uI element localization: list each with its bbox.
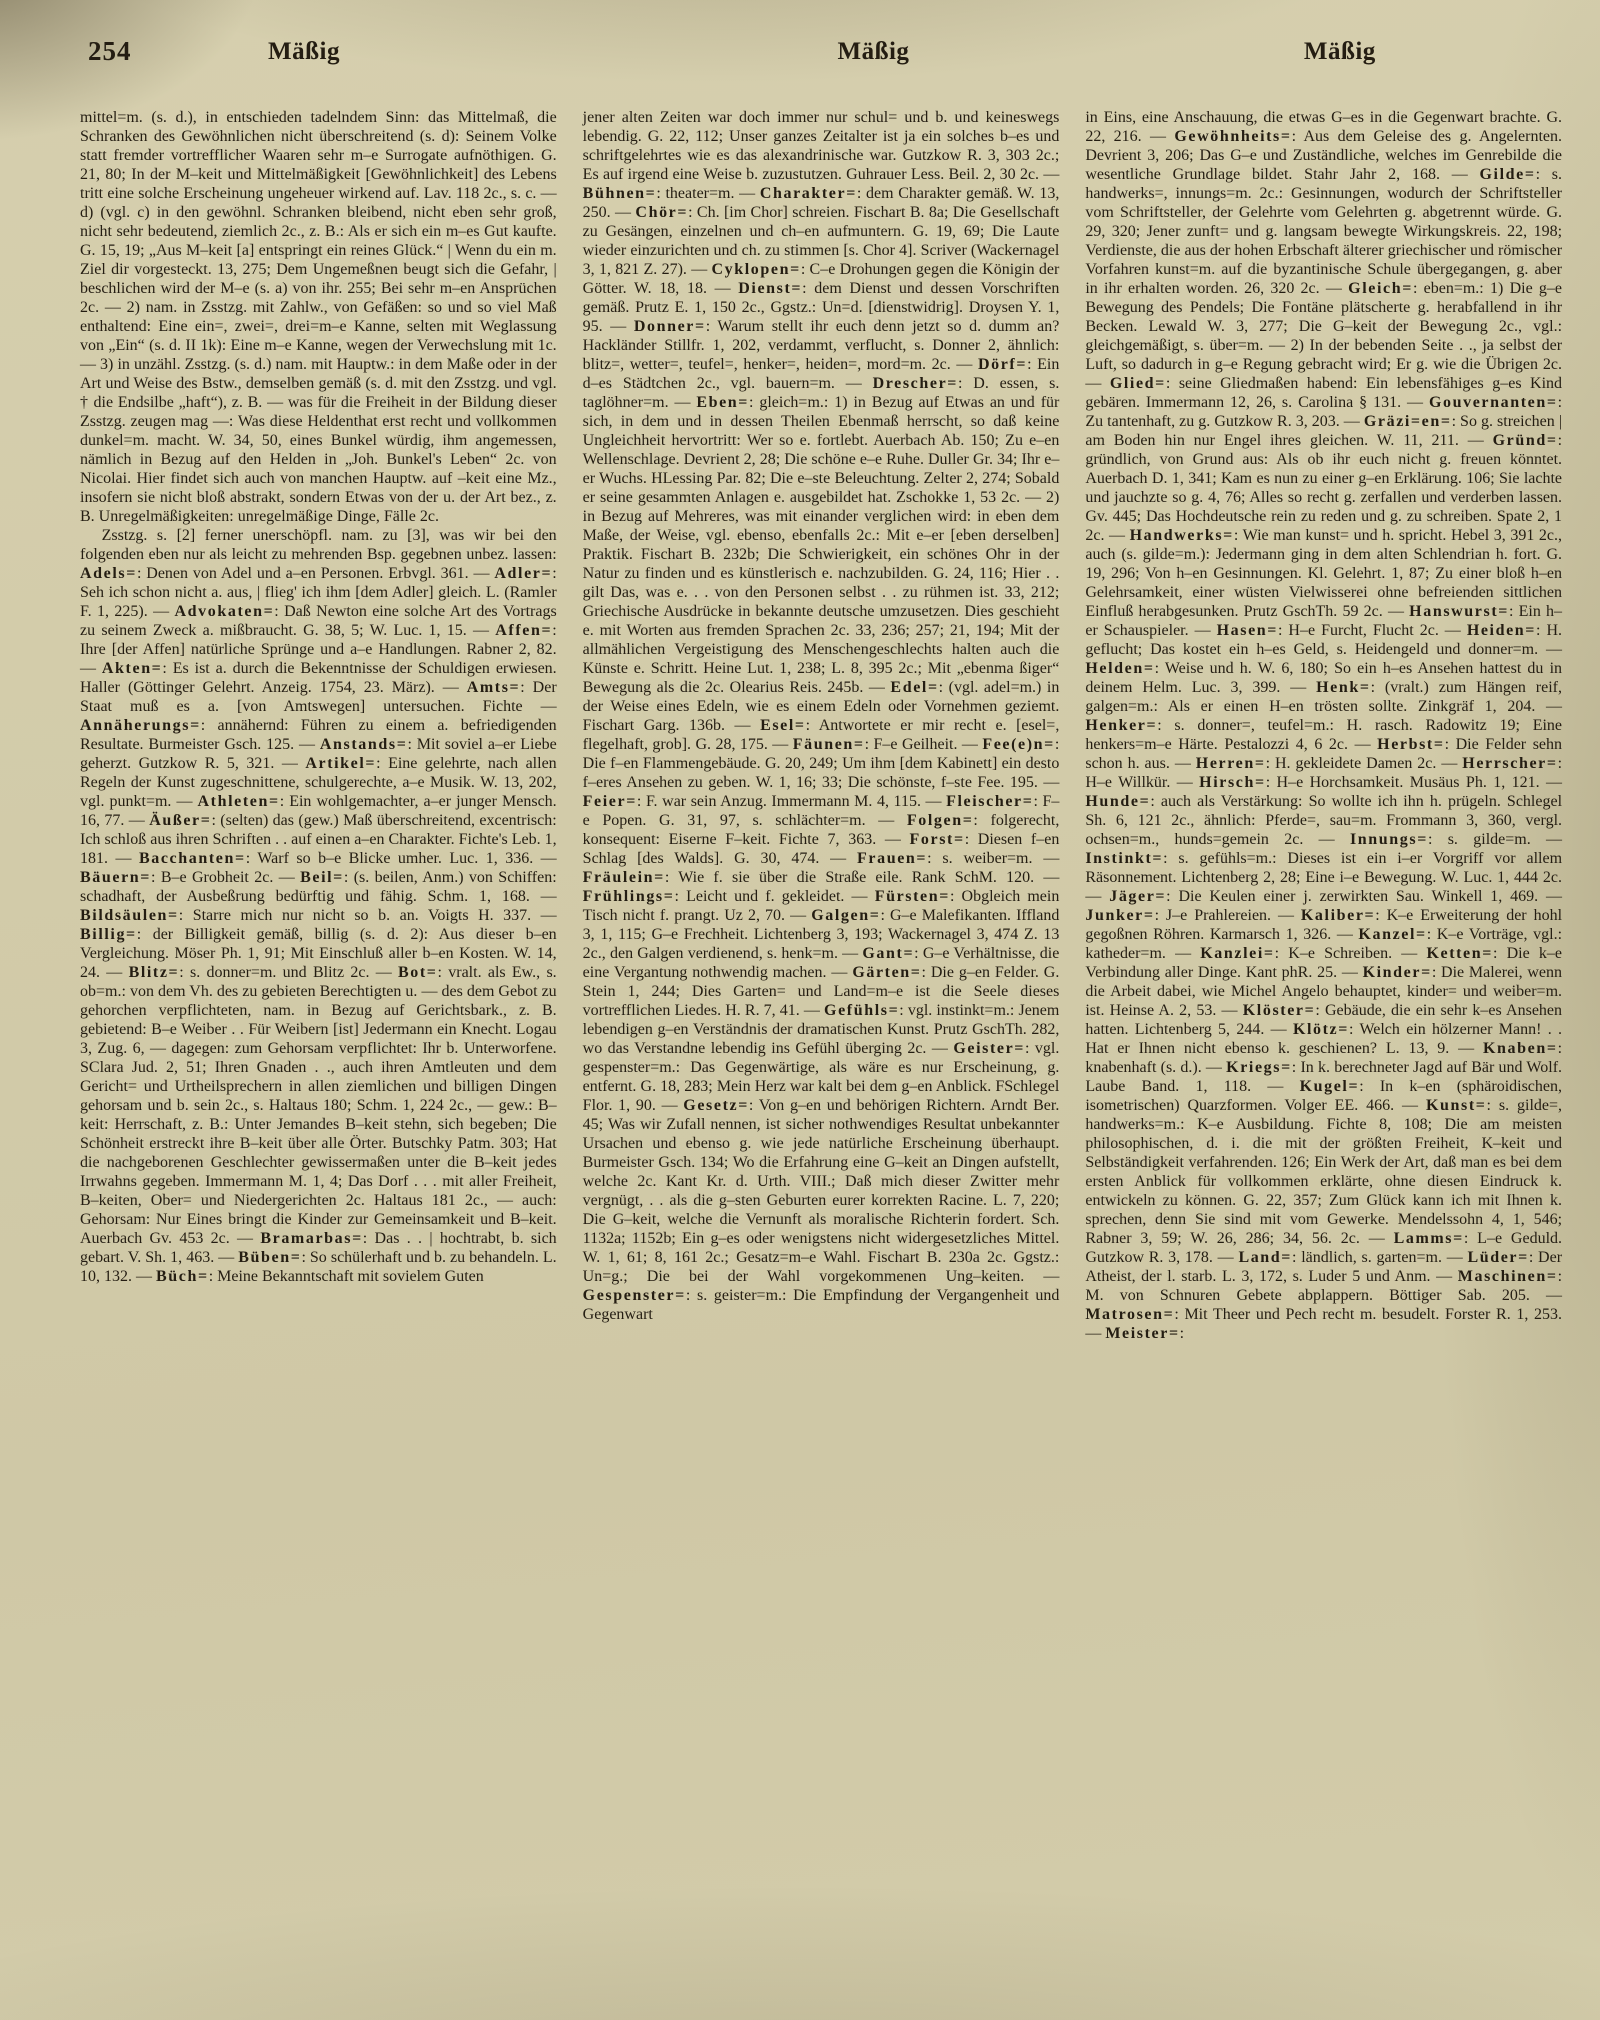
entry-headword: Instinkt= <box>1085 850 1164 867</box>
running-heads <box>80 38 1560 66</box>
entry-headword: Gilde= <box>1479 166 1536 183</box>
entry-headword: Esel= <box>760 717 806 734</box>
entry-headword: Amts= <box>466 679 521 696</box>
text-columns <box>0 92 1600 1343</box>
entry-headword: Herbst= <box>1377 736 1445 753</box>
entry-headword: Bildsäulen= <box>80 907 179 924</box>
entry-headword: Akten= <box>101 660 163 677</box>
entry-headword: Kinder= <box>1362 964 1432 981</box>
running-head-center: Mäßig <box>837 38 910 65</box>
entry-headword: Klöster= <box>1242 1002 1316 1019</box>
entry-headword: Herren= <box>1195 755 1266 772</box>
entry-headword: Fürsten= <box>874 888 950 905</box>
entry-headword: Edel= <box>890 679 939 696</box>
entry-headword: Büben= <box>238 1249 302 1266</box>
entry-headword: Gärten= <box>852 964 922 981</box>
entry-headword: Hunde= <box>1085 793 1151 810</box>
entry-headword: Adler= <box>494 565 553 582</box>
entry-headword: Bühnen= <box>582 185 657 202</box>
entry-headword: Handwerks= <box>1129 527 1234 544</box>
entry-headword: Athleten= <box>197 793 280 810</box>
text-column-1 <box>80 108 557 1343</box>
entry-headword: Fräulein= <box>582 869 665 886</box>
entry-headword: Helden= <box>1085 660 1155 677</box>
entry-headword: Gespenster= <box>582 1287 686 1304</box>
entry-headword: Kanzel= <box>1358 926 1427 943</box>
entry-headword: Kriegs= <box>1226 1059 1292 1076</box>
entry-headword: Maschinen= <box>1457 1268 1558 1285</box>
entry-headword: Glied= <box>1109 375 1166 392</box>
entry-headword: Drescher= <box>872 375 958 392</box>
entry-headword: Gouvernanten= <box>1428 394 1558 411</box>
entry-headword: Dienst= <box>738 280 803 297</box>
paragraph: mittel=m. (s. d.), in entschieden tadelndem Sinn: das Mittelmaß, die Schranken des Gewöhnlichen nicht überschreitend (s. d): Seinem Volke statt fremder vortrefflicher Waaren sehr m–e Surrogate aufnöthigen. G. 21, 80; In der M–keit und Mittelmäßigkeit [Gewöhnlichkeit] des Lebens tritt eine solche Erscheinung ungeheuer wirkend auf. Lav. 118 2c., s. c. — d) (vgl. c) in den gewöhnl. Schranken bleibend, nicht eben sehr groß, nicht sehr bedeutend, ziemlich 2c., z. B.: Als er sich ein m–es Gut kaufte. G. 15, 19; „Aus M–keit [a] entspringt ein reines Glück.“ | Wenn du ein m. Ziel dir vorgesteckt. 13, 275; Dem Ungemeßnen beugt sich die Gefahr, | beschlichen wird der M–e (s. a) von ihr. 255; Bei sehr m–en Ansprüchen 2c. — 2) nam. in Zsstzg. mit Zahlw., von Gefäßen: so und so viel Maß enthaltend: Eine ein=, zwei=, drei=m–e Kanne, selten mit Weglassung von „Ein“ (s. d. II 1k): Eine m–e Kanne, wegen der Verwechslung mit 1c. — 3) in unzähl. Zsstzg. (s. d.) nam. mit Hauptw.: in dem Maße oder in der Art und Weise des Bstw., demselben gemäß (s. d. mit den Zsstzg. und vgl. † die Endsilbe „haft“), z. B. — was für die Freiheit in der Bildung dieser Zsstzg. zeugen mag —: Was diese Heldenthat erst recht und vollkommen dunkel=m. macht. W. 34, 50, eines Bunkel würdig, ihm angemessen, nämlich in Bezug auf den Helden in „Joh. Bunkel's Leben“ 2c. von Nicolai. Hier findet sich auch von manchen Hauptw. auf –keit eine Mz., insofern sie nicht bloß abstrakt, sondern Etwas von der u. der Art bez., z. B. Unregelmäßigkeiten: unregelmäßige Dinge, Fälle 2c. <box>80 109 557 525</box>
entry-headword: Äußer= <box>149 812 212 829</box>
entry-headword: Kanzlei= <box>1200 945 1275 962</box>
entry-headword: Henk= <box>1316 679 1371 696</box>
entry-headword: Galgen= <box>811 907 881 924</box>
entry-headword: Kaliber= <box>1300 907 1376 924</box>
entry-headword: Bramarbas= <box>260 1230 363 1247</box>
entry-headword: Feier= <box>582 793 637 810</box>
entry-headword: Bot= <box>398 964 438 981</box>
text-column-3 <box>1085 108 1562 1343</box>
page-header <box>0 0 1600 92</box>
entry-headword: Anstands= <box>319 736 408 753</box>
entry-headword: Folgen= <box>906 812 974 829</box>
entry-headword: Charakter= <box>759 185 857 202</box>
running-head-left: Mäßig <box>268 38 340 65</box>
entry-headword: Hasen= <box>1216 622 1278 639</box>
entry-headword: Geister= <box>953 1040 1025 1057</box>
entry-headword: Eben= <box>696 394 750 411</box>
entry-headword: Henker= <box>1085 717 1158 734</box>
entry-headword: Fee(e)n= <box>982 736 1055 753</box>
entry-headword: Lamms= <box>1393 1230 1464 1247</box>
entry-headword: Gründ= <box>1492 432 1558 449</box>
entry-headword: Gewöhnheits= <box>1174 128 1292 145</box>
entry-headword: Gräzi=en= <box>1363 413 1452 430</box>
entry-headword: Gefühls= <box>824 1002 900 1019</box>
entry-headword: Meister= <box>1105 1325 1180 1342</box>
entry-headword: Hanswurst= <box>1409 603 1509 620</box>
entry-headword: Gesetz= <box>683 1097 749 1114</box>
entry-headword: Annäherungs= <box>80 717 201 734</box>
entry-headword: Klötz= <box>1292 1021 1349 1038</box>
entry-headword: Lüder= <box>1467 1249 1529 1266</box>
entry-headword: Gleich= <box>1348 280 1413 297</box>
entry-headword: Artikel= <box>305 755 377 772</box>
entry-headword: Kunst= <box>1425 1097 1487 1114</box>
entry-headword: Billig= <box>80 926 137 943</box>
entry-headword: Ketten= <box>1426 945 1493 962</box>
entry-headword: Knaben= <box>1483 1040 1558 1057</box>
entry-headword: Jäger= <box>1109 888 1167 905</box>
entry-headword: Advokaten= <box>174 603 275 620</box>
entry-headword: Forst= <box>909 831 965 848</box>
entry-headword: Kugel= <box>1299 1078 1360 1095</box>
entry-headword: Junker= <box>1085 907 1155 924</box>
entry-headword: Beil= <box>300 869 344 886</box>
entry-headword: Cyklopen= <box>711 261 801 278</box>
entry-headword: Adels= <box>80 565 137 582</box>
entry-headword: Donner= <box>633 318 706 335</box>
entry-headword: Land= <box>1238 1249 1293 1266</box>
paragraph: Zsstzg. s. [2] ferner unerschöpfl. nam. zu [3], was wir bei den folgenden eben nur als leicht zu mehrenden Bsp. gegebnen unbez. lassen: Adels=: Denen von Adel und a–en Personen. Erbvgl. 361. — Adler=: Seh ich schon nicht a. aus, | flieg' ich ihm [dem Adler] gleich. L. (Ramler F. 1, 225). — Advokaten=: Daß Newton eine solche Art des Vortrags zu seinem Zweck a. mißbraucht. G. 38, 5; W. Luc. 1, 15. — Affen=: Ihre [der Affen] natürliche Sprünge und a–e Handlungen. Rabner 2, 82. — Akten=: Es ist a. durch die Bekenntnisse der Schuldigen erwiesen. Haller (Göttinger Gelehrt. Anzeig. 1754, 23. März). — Amts=: Der Staat muß es a. [von Amtswegen] untersuchen. Fichte — Annäherungs=: annähernd: Führen zu einem a. befriedigenden Resultate. Burmeister Gsch. 125. — Anstands=: Mit soviel a–er Liebe geherzt. Gutzkow R. 5, 321. — Artikel=: Eine gelehrte, nach allen Regeln der Kunst zugeschnittene, schulgerechte, a–e Musik. W. 13, 202, vgl. punkt=m. — Athleten=: Ein wohlgemachter, a–er junger Mensch. 16, 77. — Äußer=: (selten) das (gew.) Maß überschreitend, excentrisch: Ich schloß aus ihren Schriften . . auf einen a–en Charakter. Fichte's Leb. 1, 181. — Bacchanten=: Warf so b–e Blicke umher. Luc. 1, 336. — Bäuern=: B–e Grobheit 2c. — Beil=: (s. beilen, Anm.) von Schiffen: schadhaft, der Ausbeßrung bedürftig und fähig. Schm. 1, 168. — Bildsäulen=: Starre mich nur nicht so b. an. Voigts H. 337. — Billig=: der Billigkeit gemäß, billig (s. d. 2): Aus dieser b–en Vergleichung. Möser Ph. 1, 91; Mit Einschluß aller b–en Kosten. W. 14, 24. — Blitz=: s. donner=m. und Blitz 2c. — Bot=: vralt. als Ew., s. ob=m.: von dem Vh. des zu gebieten Berechtigten u. — des dem Gebot zu gehorchen verpflichteten, nam. in Bezug auf Gerichtsbark., z. B. gebietend: B–e Weiber . . Für Weibern [ist] Jedermann ein Knecht. Logau 3, Zug. 6, — dagegen: zum Gehorsam verpflichtet: Ihr b. Unterworfene. SClara Jud. 2, 51; Ihren Gnaden . ., auch ihren Amtleuten und dem Gericht= und Urtheilsprechern in allen ziemlichen und billigen Dingen gehorsam und b. sein 2c., s. Haltaus 180; Schm. 1, 224 2c., — gew.: B–keit: Herrschaft, z. B.: Unter Jemandes B–keit stehn, sich begeben; Die Schönheit erstreckt ihre B–keit über alle Örter. Butschky Patm. 303; Hat die nachgeborenen Geschlechter gewissermaßen unter die B–keit jedes Irrwahns gegeben. Immermann M. 1, 4; Das Dorf . . . mit aller Freiheit, B–keiten, Ober= und Niedergerichten 2c. Haltaus 181 2c., — auch: Gehorsam: Nur Eines bringt die Kinder zur Gemeinsamkeit und B–keit. Auerbach Gv. 453 2c. — Bramarbas=: Das . . | hochtrabt, b. sich gebart. V. Sh. 1, 463. — Büben=: So schülerhaft und b. zu behandeln. L. 10, 132. — Büch=: Meine Bekanntschaft mit sovielem Guten <box>80 527 557 1285</box>
entry-headword: Bacchanten= <box>138 850 246 867</box>
entry-headword: Affen= <box>495 622 553 639</box>
running-head-right: Mäßig <box>1303 38 1376 65</box>
entry-headword: Dörf= <box>977 356 1028 373</box>
entry-headword: Chör= <box>635 204 689 221</box>
entry-headword: Blitz= <box>128 964 180 981</box>
page-number: 254 <box>88 36 132 66</box>
entry-headword: Bäuern= <box>80 869 151 886</box>
entry-headword: Büch= <box>156 1268 209 1285</box>
entry-headword: Herrscher= <box>1462 755 1558 772</box>
entry-headword: Heiden= <box>1466 622 1537 639</box>
paragraph: jener alten Zeiten war doch immer nur schul= und b. und keineswegs lebendig. G. 22, 112; Unser ganzes Zeitalter ist ja ein solches b–es und schriftgelehrtes wie es das alexandrinische war. Gutzkow R. 3, 303 2c.; Es auf irgend eine Weise b. zuzustutzen. Guhrauer Less. Beil. 2, 30 2c. — Bühnen=: theater=m. — Charakter=: dem Charakter gemäß. W. 13, 250. — Chör=: Ch. [im Chor] schreien. Fischart B. 8a; Die Gesellschaft zu Gesängen, einzelnen und ch–en aufmuntern. G. 19, 69; Die Laute wieder einzurichten und ch. zu stimmen [s. Chor 4]. Scriver (Wackernagel 3, 1, 821 Z. 27). — Cyklopen=: C–e Drohungen gegen die Königin der Götter. W. 18, 18. — Dienst=: dem Dienst und dessen Vorschriften gemäß. Prutz E. 1, 150 2c., Ggstz.: Un=d. [dienstwidrig]. Droysen Y. 1, 95. — Donner=: Warum stellt ihr euch denn jetzt so d. dumm an? Hackländer Stillfr. 1, 202, verdammt, verflucht, s. Donner 2, ähnlich: blitz=, wetter=, teufel=, henker=, heiden=, mord=m. 2c. — Dörf=: Ein d–es Städtchen 2c., vgl. bauern=m. — Drescher=: D. essen, s. taglöhner=m. — Eben=: gleich=m.: 1) in Bezug auf Etwas an und für sich, in dem und in dessen Theilen Ebenmaß herrscht, so daß keine Ungleichheit hervortritt: Wer so e. fortlebt. Auerbach Ab. 150; Zu e–en Wellenschlage. Devrient 2, 28; Die schöne e–e Ruhe. Duller Gr. 34; Ihr e–er Wuchs. HLessing Par. 82; Die e–ste Beleuchtung. Zelter 2, 274; Sobald er seine gesammten Anlagen e. ausgebildet hat. Zschokke 1, 53 2c. — 2) in Bezug auf Mehreres, was mit einander verglichen wird: in eben dem Maße, der Weise, vgl. ebenso, ebenfalls 2c.: Mit e–er [eben derselben] Praktik. Fischart B. 232b; Die Schwierigkeit, ein schönes Ohr in der Natur zu finden und es künstlerisch e. nachzubilden. G. 24, 116; Hier . . gilt Das, was e. . . von den Personen selbst . . zu rühmen ist. 33, 212; Griechische Ausdrücke in bekannte deutsche umzusetzen. Dies geschieht e. mit Worten aus fremden Sprachen 2c. 33, 236; 257; 21, 194; Mit der allmählichen Vergeistigung des Menschengeschlechts halten auch die Künste e. Schritt. Heine Lut. 1, 238; L. 8, 395 2c.; Mit „ebenma ßiger“ Bewegung als die 2c. Olearius Reis. 245b. — Edel=: (vgl. adel=m.) in der Weise eines Edeln, wie es einem Edeln oder Vornehmen geziemt. Fischart Garg. 136b. — Esel=: Antwortete er mir recht e. [esel=, flegelhaft, grob]. G. 28, 175. — Fäunen=: F–e Geilheit. — Fee(e)n=: Die f–en Flammengebäude. G. 20, 249; Um ihm [dem Kabinett] ein desto f–eres Ansehen zu geben. W. 1, 16; 33; Die schönste, f–ste Fee. 195. — Feier=: F. war sein Anzug. Immermann M. 4, 115. — Fleischer=: F–e Popen. G. 31, 97, s. schlächter=m. — Folgen=: folgerecht, konsequent: Eiserne F–keit. Fichte 7, 363. — Forst=: Diesen f–en Schlag [des Walds]. G. 30, 474. — Frauen=: s. weiber=m. — Fräulein=: Wie f. sie über die Straße eile. Rank SchM. 120. — Frühlings=: Leicht und f. gekleidet. — Fürsten=: Obgleich mein Tisch nicht f. prangt. Uz 2, 70. — Galgen=: G–e Malefikanten. Iffland 3, 1, 115; G–e Frechheit. Lichtenberg 3, 193; Wackernagel 3, 474 Z. 13 2c., den Galgen verdienend, s. henk=m. — Gant=: G–e Verhältnisse, die eine Vergantung nothwendig machen. — Gärten=: Die g–en Felder. G. Stein 1, 244; Dies Garten= und Land=m–e ist die Seele dieses vortrefflichen Liedes. H. R. 7, 41. — Gefühls=: vgl. instinkt=m.: Jenem lebendigen g–en Verständnis der dramatischen Kunst. Prutz GschTh. 282, wo das Verstandne lebendig ins Gefühl überging 2c. — Geister=: vgl. gespenster=m.: Das Gegenwärtige, als wäre es nur Erscheinung, g. entfernt. G. 18, 283; Mein Herz war kalt bei dem g–en Anblick. FSchlegel Flor. 1, 90. — Gesetz=: Von g–en und behörigen Richtern. Arndt Ber. 45; Was wir Zufall nennen, ist sicher nothwendiges Resultat unbekannter Ursachen und ebenso g. wie jede natürliche Erscheinung überhaupt. Burmeister Gsch. 134; Wo die Erfahrung eine G–keit an Dingen aufstellt, welche 2c. Kant Kr. d. Urth. VIII.; Daß mich dieser Zwitter mehr vergnügt, . . als die g–sten Geburten eurer korrekten Racine. L. 7, 220; Die G–keit, welche die Vernunft als moralische Richterin fordert. Sch. 1132a; 1152b; Ein g–es oder wenigstens nicht widergesetzliches Mittel. W. 1, 61; 8, 161 2c.; Gesatz=m–e Wahl. Fischart B. 230a 2c. Ggstz.: Un=g.; Die bei der Wahl vorgekommenen Ung–keiten. — Gespenster=: s. geister=m.: Die Empfindung der Vergangenheit und Gegenwart <box>582 109 1060 1323</box>
entry-headword: Innungs= <box>1349 831 1428 848</box>
paragraph: in Eins, eine Anschauung, die etwas G–es in die Gegenwart brachte. G. 22, 216. — Gewöhnheits=: Aus dem Geleise des g. Angelernten. Devrient 3, 206; Das G–e und Zuständliche, welches im Genrebilde die wesentliche Grundlage bildet. Stahr Jahr 2, 168. — Gilde=: s. handwerks=, innungs=m. 2c.: Gesinnungen, wodurch der Schriftsteller vom Schriftsteller, der Gelehrte vom Gelehrten g. abgetrennt würde. G. 29, 320; Jener zunft= und g. langsam bewegte Wirkungskreis. 22, 198; Verdienste, die aus der hohen Erbschaft älterer griechischer und römischer Vorfahren kunst=m. auf die byzantinische Schule übergegangen, g. aber in ihr erhalten worden. 26, 320 2c. — Gleich=: eben=m.: 1) Die g–e Bewegung des Pendels; Die Fontäne plätscherte g. herabfallend in ihr Becken. Lewald W. 3, 277; Die G–keit der Bewegung 2c., vgl.: gleichgemäßigt, s. über=m. — 2) In der bebenden Seite . ., ja selbst der Luft, so dadurch in g–e Regung gebracht wird; Er g. wie die Übrigen 2c. — Glied=: seine Gliedmaßen habend: Ein lebensfähiges g–es Kind gebären. Immermann 12, 26, s. Carolina § 131. — Gouvernanten=: Zu tantenhaft, zu g. Gutzkow R. 3, 203. — Gräzi=en=: So g. streichen | am Boden hin nur Engel ihres gleichen. W. 11, 211. — Gründ=: gründlich, von Grund aus: Als ob ihr euch nicht g. freuen könntet. Auerbach D. 1, 341; Kam es nun zu einer g–en Erklärung. 106; Sie lachte und jauchzte so g. 4, 76; Alles so recht g. zerfallen und verderben lassen. Gv. 445; Das Hochdeutsche rein zu reden und g. zu schreiben. Spate 2, 1 2c. — Handwerks=: Wie man kunst= und h. spricht. Hebel 3, 391 2c., auch (s. gilde=m.): Jedermann ging in dem alten Schlendrian h. fort. G. 19, 296; Von h–en Gesinnungen. Kl. Gelehrt. 1, 87; Zu einer bloß h–en Gelehrsamkeit, einer wüsten Vielwisserei ohne befreienden sittlichen Einfluß herabgesunken. Prutz GschTh. 59 2c. — Hanswurst=: Ein h–er Schauspieler. — Hasen=: H–e Furcht, Flucht 2c. — Heiden=: H. geflucht; Das kostet ein h–es Geld, s. Heidengeld und donner=m. — Helden=: Weise und h. W. 6, 180; So ein h–es Ansehen hattest du in deinem Helm. Luc. 3, 399. — Henk=: (vralt.) zum Hängen reif, galgen=m.: Als er einen H–en trösten sollte. Zinkgräf 1, 204. — Henker=: s. donner=, teufel=m.: H. rasch. Radowitz 19; Eine henkers=m–e Härte. Pestalozzi 4, 6 2c. — Herbst=: Die Felder sehn schon h. aus. — Herren=: H. gekleidete Damen 2c. — Herrscher=: H–e Willkür. — Hirsch=: H–e Horchsamkeit. Musäus Ph. 1, 121. — Hunde=: auch als Verstärkung: So wollte ich ihn h. prügeln. Schlegel Sh. 6, 121 2c., ähnlich: Pferde=, sau=m. Frommann 3, 360, vergl. ochsen=m., hunds=gemein 2c. — Innungs=: s. gilde=m. — Instinkt=: s. gefühls=m.: Dieses ist ein i–er Vorgriff vor allem Räsonnement. Lichtenberg 2, 28; Eine i–e Bewegung. W. Luc. 1, 444 2c. — Jäger=: Die Keulen einer j. zerwirkten Sau. Winkell 1, 469. — Junker=: J–e Prahlereien. — Kaliber=: K–e Erweiterung der hohl gegoßnen Röhren. Karmarsch 1, 326. — Kanzel=: K–e Vorträge, vgl.: katheder=m. — Kanzlei=: K–e Schreiben. — Ketten=: Die k–e Verbindung aller Dinge. Kant phR. 25. — Kinder=: Die Malerei, wenn die Arbeit dabei, wie Michel Angelo behauptet, kinder= und weiber=m. ist. Heinse A. 2, 53. — Klöster=: Gebäude, die ein sehr k–es Ansehen hatten. Lichtenberg 5, 244. — Klötz=: Welch ein hölzerner Mann! . . Hat er Ihnen nicht ebenso k. geschienen? L. 13, 9. — Knaben=: knabenhaft (s. d.). — Kriegs=: In k. berechneter Jagd auf Bär und Wolf. Laube Band. 1, 118. — Kugel=: In k–en (sphäroidischen, isometrischen) Quarzformen. Volger EE. 466. — Kunst=: s. gilde=, handwerks=m.: K–e Ausbildung. Fichte 8, 108; Die am meisten philosophischen, d. i. die mit der größten Freiheit, K–keit und Selbständigkeit verfahrenden. 126; Ein Werk der Art, daß man es bei dem ersten Anblick für vollkommen erklärte, ohne diesen Eindruck k. entwickeln zu können. G. 22, 357; Zum Glück kann ich mit Ihnen k. sprechen, denn Sie sind mit vom Gewerke. Mendelssohn 4, 1, 546; Rabner 3, 59; W. 26, 286; 34, 56. 2c. — Lamms=: L–e Geduld. Gutzkow R. 3, 178. — Land=: ländlich, s. garten=m. — Lüder=: Der Atheist, der l. starb. L. 3, 172, s. Luder 5 und Anm. — Maschinen=: M. von Schnuren Gebete abplappern. Böttiger Sab. 205. — Matrosen=: Mit Theer und Pech recht m. besudelt. Forster R. 1, 253. — Meister=: <box>1085 109 1563 1342</box>
entry-headword: Frühlings= <box>582 888 675 905</box>
entry-headword: Fäunen= <box>792 736 865 753</box>
text-column-2 <box>583 108 1060 1343</box>
entry-headword: Matrosen= <box>1085 1306 1175 1323</box>
entry-headword: Fleischer= <box>946 793 1034 810</box>
entry-headword: Gant= <box>862 945 915 962</box>
entry-headword: Frauen= <box>857 850 928 867</box>
entry-headword: Hirsch= <box>1199 774 1266 791</box>
